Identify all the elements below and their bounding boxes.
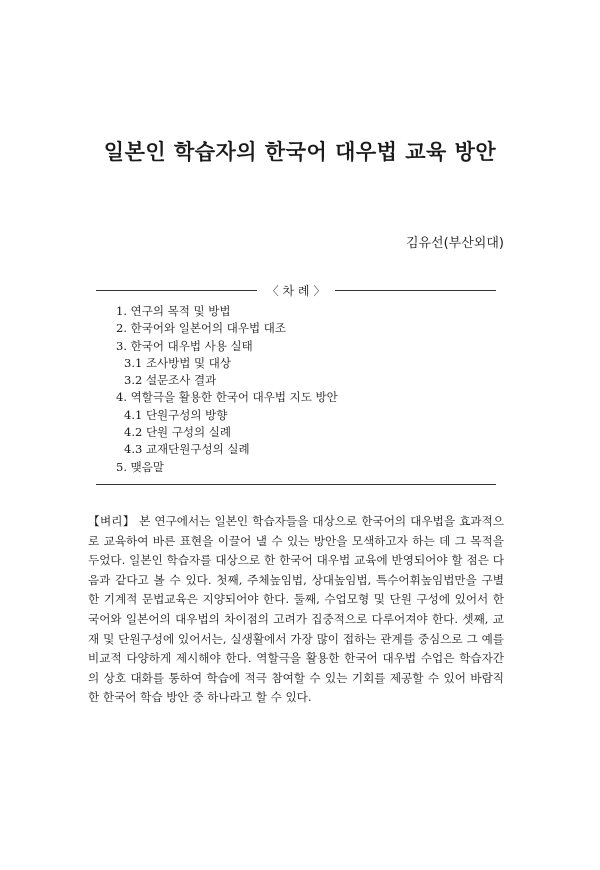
- toc-header: [96, 282, 496, 299]
- toc-item: 3. 한국어 대우법 사용 실태: [116, 338, 253, 353]
- toc-subitem: 4.3 교재단원구성의 실례: [124, 442, 250, 457]
- abstract-text: 본 연구에서는 일본인 학습자들을 대상으로 한국어의 대우법을 효과적으로 교육하여 바른 표현을 이끌어 낼 수 있는 방안을 모색하고자 하는 데 그 목적을 두었다. 일본인 학습자를 대상으로 한 한국어 대우법 교육에 반영되어야 할 점은 다음과 같다고 볼 수 있다. 첫째, 주체높임법, 상대높임법, 특수어휘높임법만을 구별한 기계적 문법교육은 지양되어야 한다. 둘째, 수업모형 및 단원 구성에 있어서 한국어와 일본어의 대우법의 차이점의 고려가 집중적으로 다루어져야 한다. 셋째, 교재 및 단원구성에 있어서는, 실생활에서 가장 많이 접하는 관계를 중심으로 그 예를 비교적 다양하게 제시해야 한다. 역할극을 활용한 한국어 대우법 수업은 학습자간의 상호 대화를 통하여 학습에 적극 참여할 수 있는 기회를 제공할 수 있어 바람직한 한국어 학습 방안 중 하나라고 할 수 있다.: [88, 514, 504, 705]
- paper-title: 일본인 학습자의 한국어 대우법 교육 방안: [103, 140, 497, 164]
- toc-item: 4. 역할극을 활용한 한국어 대우법 지도 방안: [116, 390, 338, 405]
- toc-rule-left: [96, 290, 257, 291]
- toc-item: 1. 연구의 목적 및 방법: [116, 304, 231, 318]
- toc-subitem: 3.2 설문조사 결과: [124, 373, 217, 388]
- toc-subitem: 4.2 단원 구성의 실례: [124, 425, 232, 440]
- toc-item: 2. 한국어와 일본어의 대우법 대조: [116, 321, 287, 336]
- author-affiliation: 김유선(부산외대): [405, 236, 504, 251]
- toc-rule-right: [335, 290, 496, 291]
- toc-subitem: 3.1 조사방법 및 대상: [124, 355, 232, 370]
- toc-subitem: 4.1 단원구성의 방향: [124, 407, 228, 422]
- abstract-paragraph: [88, 512, 504, 708]
- toc-bottom-rule: [96, 484, 496, 485]
- toc-list: [116, 303, 338, 476]
- toc-heading: 〈 차 례 〉: [266, 284, 326, 298]
- abstract-label: 【벼리】: [88, 514, 135, 528]
- toc-item: 5. 맺음말: [116, 459, 164, 474]
